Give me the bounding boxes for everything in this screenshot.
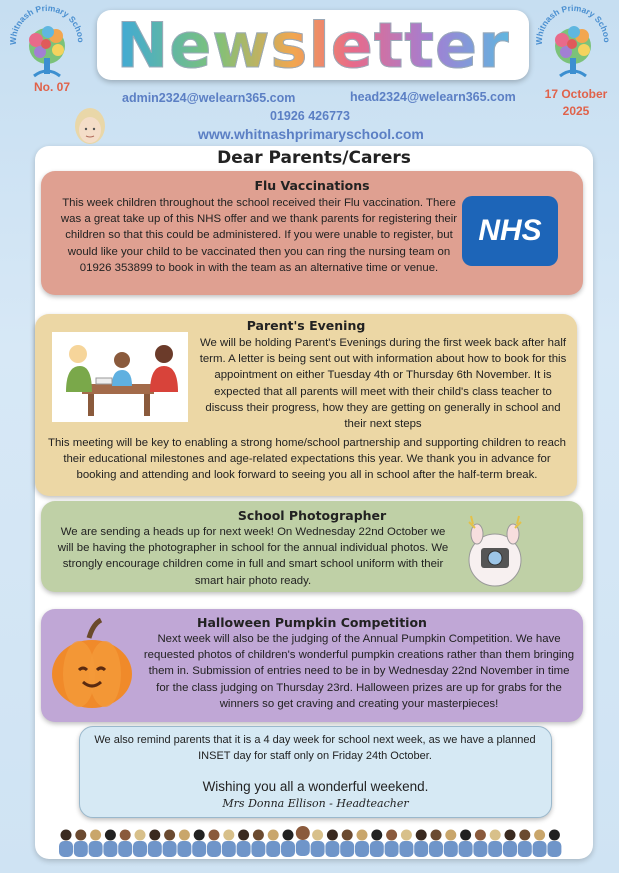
staff-face xyxy=(401,830,412,841)
staff-uniform xyxy=(296,840,310,856)
nhs-logo: NHS xyxy=(462,196,558,266)
staff-uniform xyxy=(503,841,517,857)
staff-face xyxy=(61,830,72,841)
staff-uniform xyxy=(251,841,265,857)
staff-uniform xyxy=(281,841,295,857)
staff-face xyxy=(209,830,220,841)
staff-face xyxy=(283,830,294,841)
staff-face xyxy=(179,830,190,841)
staff-face xyxy=(549,830,560,841)
flu-body: This week children throughout the school received their Flu vaccination. There was a great take up of this NHS offer and we thank parents for registering their children so that this could be administered. If you were unable to register, but would like your child to be vaccinated then you can ring the nursing team on 01926 353899 to book in with the team as an alternative time or venue. xyxy=(60,197,458,274)
staff-face xyxy=(268,830,279,841)
admin-email-link[interactable]: admin2324@welearn365.com xyxy=(122,91,296,105)
school-logo-right xyxy=(530,2,616,88)
staff-uniform xyxy=(533,841,547,857)
staff-uniform xyxy=(370,841,384,857)
staff-face xyxy=(164,830,175,841)
staff-uniform xyxy=(237,841,251,857)
staff-face xyxy=(75,830,86,841)
staff-face xyxy=(460,830,471,841)
staff-uniform xyxy=(385,841,399,857)
staff-face xyxy=(238,830,249,841)
staff-uniform xyxy=(459,841,473,857)
staff-uniform xyxy=(222,841,236,857)
title-banner xyxy=(97,10,529,80)
greeting-heading: Dear Parents/Carers xyxy=(217,148,411,168)
flu-title: Flu Vaccinations xyxy=(254,178,370,193)
phone-number: 01926 426773 xyxy=(270,109,350,123)
staff-face xyxy=(519,830,530,841)
staff-uniform xyxy=(177,841,191,857)
staff-face xyxy=(312,830,323,841)
staff-uniform xyxy=(118,841,132,857)
school-logo-left xyxy=(4,2,90,88)
staff-uniform xyxy=(414,841,428,857)
staff-face xyxy=(371,830,382,841)
school-name-arc: Whitnash Primary Schoo xyxy=(7,2,87,46)
staff-face xyxy=(120,830,131,841)
closing-section xyxy=(79,726,552,818)
staff-face xyxy=(357,830,368,841)
staff-uniform xyxy=(399,841,413,857)
school-name-arc: Whitnash Primary Schoo xyxy=(533,2,613,46)
staff-uniform xyxy=(103,841,117,857)
staff-uniform xyxy=(133,841,147,857)
staff-face xyxy=(253,830,264,841)
staff-face xyxy=(416,830,427,841)
staff-uniform xyxy=(473,841,487,857)
staff-face xyxy=(534,830,545,841)
staff-uniform xyxy=(207,841,221,857)
staff-uniform xyxy=(518,841,532,857)
staff-uniform xyxy=(325,841,339,857)
issue-number: No. 07 xyxy=(34,80,71,94)
staff-photo-strip xyxy=(58,823,570,857)
staff-face xyxy=(386,830,397,841)
staff-face xyxy=(490,830,501,841)
issue-date xyxy=(540,86,612,120)
issue-date-line2: 2025 xyxy=(562,104,590,118)
staff-uniform xyxy=(148,841,162,857)
staff-uniform xyxy=(488,841,502,857)
staff-uniform xyxy=(547,841,561,857)
staff-uniform xyxy=(444,841,458,857)
staff-uniform xyxy=(355,841,369,857)
staff-face xyxy=(194,830,205,841)
parents-evening-body-1: We will be holding Parent's Evenings during the first week back after half term. A letter is being sent out with information about how to book for this appointment on either Tuesday 4th or Thursday 6th November. It is expected that all parents will meet with their child's class teacher to discuss their progress, how they are getting on generally in school and their next steps xyxy=(199,337,567,431)
staff-face xyxy=(105,830,116,841)
staff-face xyxy=(342,830,353,841)
headteacher-signature: Mrs Donna Ellison - Headteacher xyxy=(222,797,409,810)
issue-date-line1: 17 October xyxy=(544,87,608,101)
parents-meeting-image xyxy=(52,332,188,422)
staff-face xyxy=(475,830,486,841)
staff-uniform xyxy=(89,841,103,857)
staff-face xyxy=(327,830,338,841)
staff-uniform xyxy=(311,841,325,857)
staff-face xyxy=(149,830,160,841)
staff-face xyxy=(223,830,234,841)
pumpkin-icon xyxy=(49,618,135,710)
camera-character-icon xyxy=(463,512,527,590)
closing-reminder: We also remind parents that it is a 4 day week for school next week, as we have a planned INSET day for staff only on Friday 24th October. xyxy=(94,734,536,763)
newsletter-title: Newsletter xyxy=(116,8,510,82)
staff-face xyxy=(445,830,456,841)
staff-uniform xyxy=(74,841,88,857)
parents-evening-title: Parent's Evening xyxy=(246,318,366,333)
staff-uniform xyxy=(163,841,177,857)
staff-face xyxy=(135,830,146,841)
staff-uniform xyxy=(59,841,73,857)
head-email-link[interactable]: head2324@welearn365.com xyxy=(350,90,516,104)
halloween-title: Halloween Pumpkin Competition xyxy=(197,615,427,630)
staff-uniform xyxy=(266,841,280,857)
staff-uniform xyxy=(429,841,443,857)
staff-face xyxy=(90,830,101,841)
staff-face xyxy=(296,826,310,840)
halloween-body: Next week will also be the judging of the Annual Pumpkin Competition. We have requested photos of children's wonderful pumpkin creations rather than them bringing them in. Submission of entries need to be in by Wednesday 22nd November in time for the class judging on Thursday 23rd. Halloween prizes are up for grabs for the winners so get craving and creating your masterpieces! xyxy=(143,633,575,710)
staff-face xyxy=(505,830,516,841)
closing-wish: Wishing you all a wonderful weekend. xyxy=(202,779,429,794)
photographer-title: School Photographer xyxy=(237,508,387,523)
photographer-body: We are sending a heads up for next week! On Wednesday 22nd October we will be having the photographer in school for the annual individual photos. We strongly encourage children come in full and smart school uniform with their smart hair photo ready. xyxy=(57,526,449,587)
staff-uniform xyxy=(340,841,354,857)
staff-uniform xyxy=(192,841,206,857)
parents-evening-body-2: This meeting will be key to enabling a strong home/school partnership and supporting children to reach their educational milestones and age-related expectations this year. We thank you in advance for booking and attending and look forward to seeing you all in school after the half-term break. xyxy=(48,437,566,482)
staff-face xyxy=(431,830,442,841)
website-link[interactable]: www.whitnashprimaryschool.com xyxy=(198,126,424,142)
